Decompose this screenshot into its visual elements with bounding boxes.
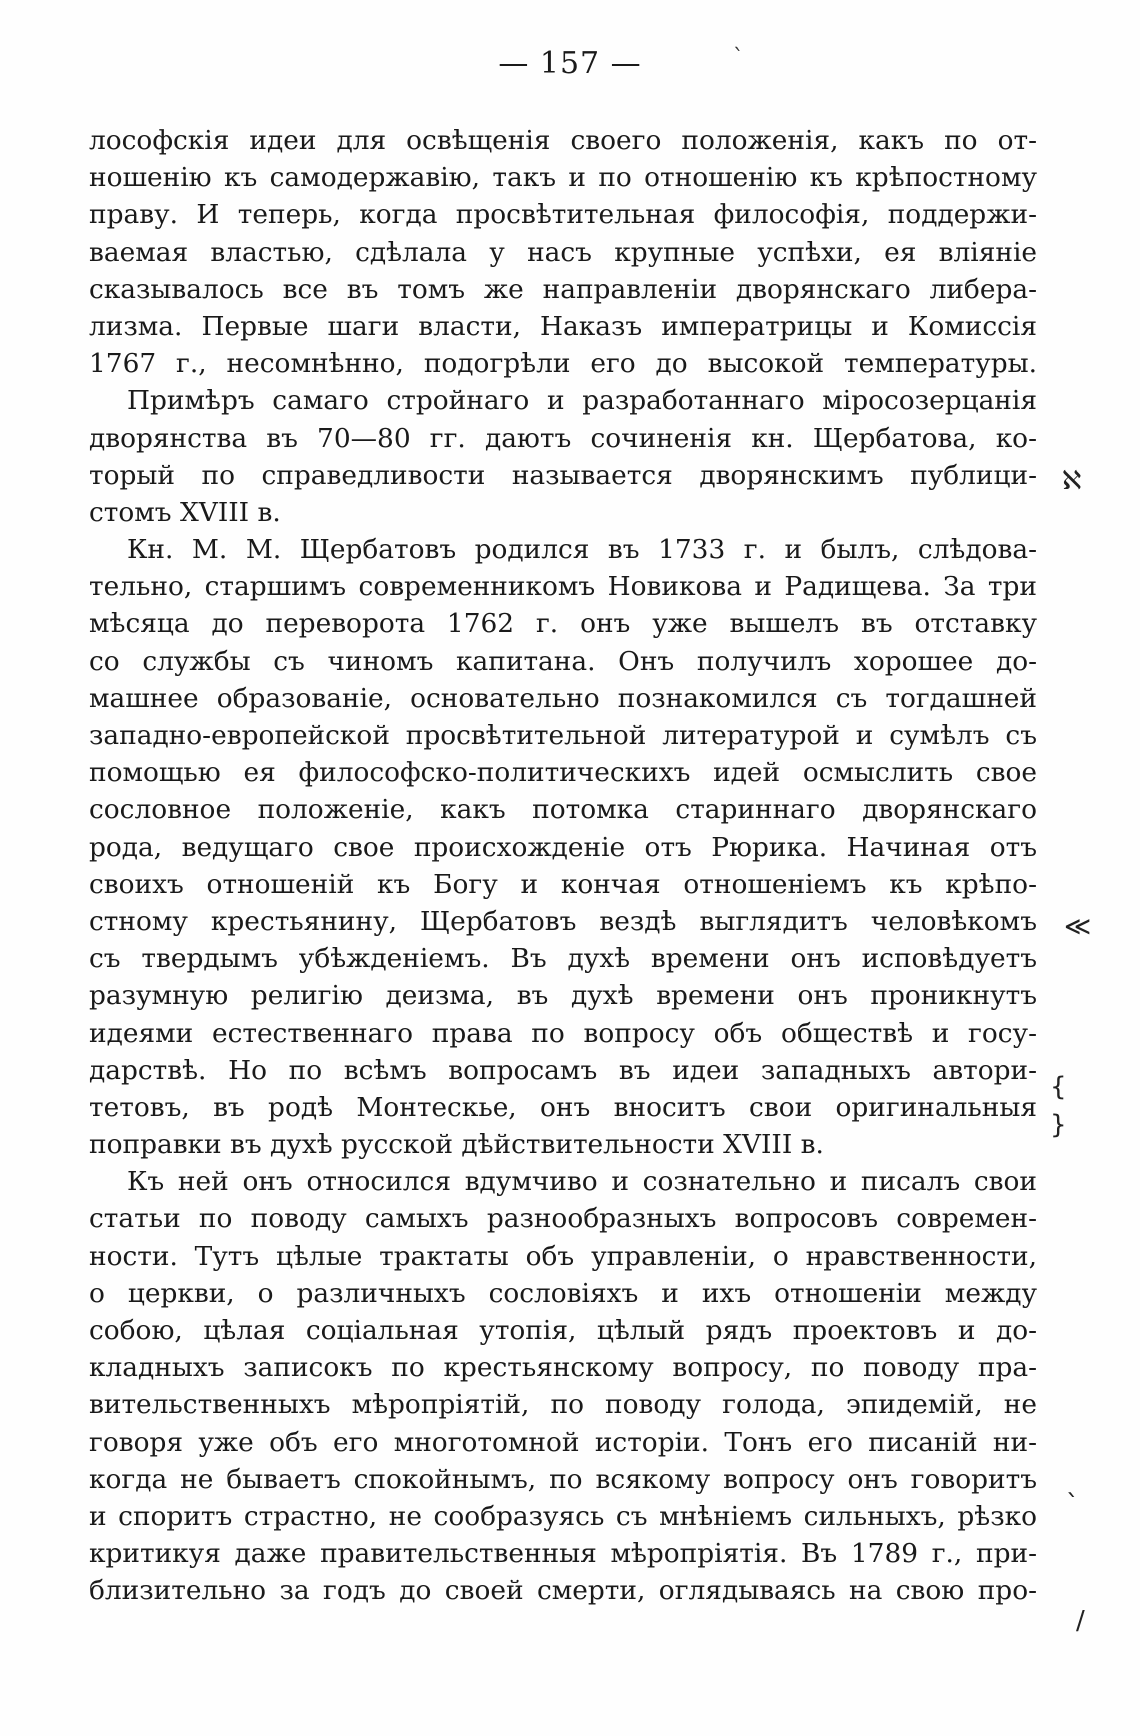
text-line: Примѣръ самаго стройнаго и разработаннаго міросозерцанія: [127, 385, 1037, 417]
text-line: статьи по поводу самыхъ разнообразныхъ вопросовъ современ-: [89, 1203, 1037, 1235]
text-line: говоря уже объ его многотомной исторіи. Тонъ его писаній ни-: [89, 1426, 1037, 1458]
text-line: стомъ XVIII в.: [89, 496, 281, 528]
margin-mark: /: [1076, 1606, 1085, 1636]
text-line: ваемая властью, сдѣлала у насъ крупные успѣхи, ея вліяніе: [89, 236, 1037, 268]
text-line: дворянства въ 70—80 гг. даютъ сочиненія кн. Щербатова, ко-: [89, 422, 1037, 454]
text-line: сказывалось все въ томъ же направленіи дворянскаго либера-: [89, 273, 1037, 305]
text-line: кладныхъ записокъ по крестьянскому вопросу, по поводу пра-: [89, 1352, 1037, 1384]
text-line: торый по справедливости называется дворянскимъ публици-: [89, 459, 1037, 491]
text-line: тетовъ, въ родѣ Монтескье, онъ вноситъ свои оригинальныя: [89, 1091, 1037, 1123]
text-line: разумную религію деизма, въ духѣ времени онъ проникнутъ: [89, 980, 1037, 1012]
text-line: западно-европейской просвѣтительной литературой и сумѣлъ съ: [89, 720, 1037, 751]
text-line: ношенію къ самодержавію, такъ и по отношенію къ крѣпостному: [89, 162, 1037, 194]
text-line: сословное положеніе, какъ потомка стариннаго дворянскаго: [89, 794, 1037, 826]
paragraph: [89, 531, 1037, 1163]
text-line: мѣсяца до переворота 1762 г. онъ уже вышелъ въ отставку: [89, 608, 1037, 640]
text-line: лософскія идеи для освѣщенія своего положенія, какъ по от-: [89, 125, 1037, 156]
text-line: ности. Тутъ цѣлые трактаты объ управленіи, о нравственности,: [89, 1240, 1037, 1272]
paragraph: [89, 1163, 1037, 1609]
text-line: близительно за годъ до своей смерти, оглядываясь на свою про-: [89, 1575, 1037, 1607]
text-line: тельно, старшимъ современникомъ Новикова и Радищева. За три: [89, 571, 1037, 603]
margin-mark: }: [1050, 1110, 1067, 1140]
text-line: поправки въ духѣ русской дѣйствительности XVIII в.: [89, 1129, 824, 1161]
text-line: собою, цѣлая соціальная утопія, цѣлый рядъ проектовъ и до-: [89, 1315, 1037, 1346]
text-line: 1767 г., несомнѣнно, подогрѣли его до высокой температуры.: [89, 348, 1037, 380]
margin-mark: `: [1066, 1490, 1079, 1520]
text-line: со службы съ чиномъ капитана. Онъ получилъ хорошее до-: [89, 645, 1037, 677]
text-line: дарствѣ. Но по всѣмъ вопросамъ въ идеи западныхъ автори-: [89, 1054, 1037, 1086]
text-line: праву. И теперь, когда просвѣтительная философія, поддержи-: [89, 199, 1037, 231]
text-line: идеями естественнаго права по вопросу объ обществѣ и госу-: [89, 1017, 1037, 1049]
text-line: стному крестьянину, Щербатовъ вездѣ выглядитъ человѣкомъ: [89, 905, 1037, 937]
text-line: критикуя даже правительственныя мѣропріятія. Въ 1789 г., при-: [89, 1538, 1037, 1570]
margin-mark: {: [1050, 1072, 1067, 1102]
text-line: когда не бываетъ спокойнымъ, по всякому вопросу онъ говоритъ: [89, 1463, 1037, 1495]
stray-mark: `: [733, 46, 744, 71]
text-line: и споритъ страстно, не сообразуясь съ мнѣніемъ сильныхъ, рѣзко: [89, 1500, 1037, 1532]
text-line: машнее образованіе, основательно познакомился съ тогдашней: [89, 682, 1037, 714]
paragraph: [89, 382, 1037, 531]
margin-mark: ≪: [1064, 912, 1092, 942]
paragraph: [89, 122, 1037, 382]
text-line: вительственныхъ мѣропріятій, по поводу голода, эпидемій, не: [89, 1389, 1037, 1421]
text-line: Кн. М. М. Щербатовъ родился въ 1733 г. и былъ, слѣдова-: [127, 534, 1037, 566]
text-line: о церкви, о различныхъ сословіяхъ и ихъ отношеніи между: [89, 1277, 1037, 1309]
text-line: лизма. Первые шаги власти, Наказъ императрицы и Комиссія: [89, 310, 1037, 342]
text-line: съ твердымъ убѣжденіемъ. Въ духѣ времени онъ исповѣдуетъ: [89, 943, 1037, 975]
text-line: Къ ней онъ относился вдумчиво и сознательно и писалъ свои: [127, 1166, 1037, 1198]
page-number: — 157 —: [498, 46, 642, 81]
text-line: своихъ отношеній къ Богу и кончая отношеніемъ къ крѣпо-: [89, 868, 1037, 900]
margin-mark: ℵ: [1062, 466, 1082, 496]
body-text: [89, 122, 1037, 1610]
text-line: помощью ея философско-политическихъ идей осмыслить свое: [89, 757, 1037, 789]
text-line: рода, ведущаго свое происхожденіе отъ Рюрика. Начиная отъ: [89, 831, 1037, 863]
